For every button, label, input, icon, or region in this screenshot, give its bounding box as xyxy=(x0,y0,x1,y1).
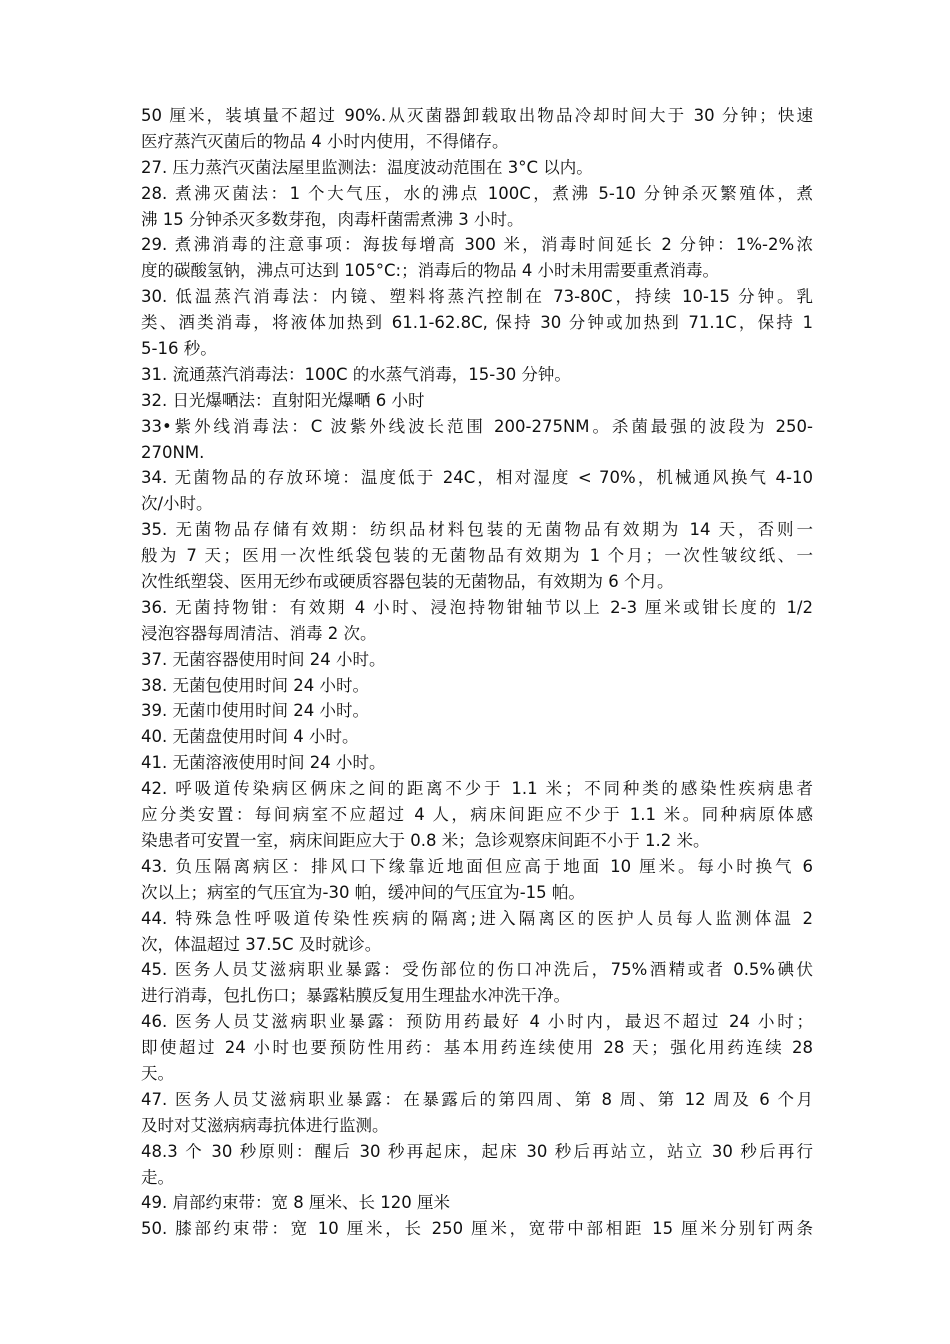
text-line: 5-16 秒。 xyxy=(141,339,217,359)
text-line: 染患者可安置一室，病床间距应大于 0.8 米；急诊观察床间距不小于 1.2 米。 xyxy=(141,830,710,850)
text-line: 32. 日光爆嗮法：直射阳光爆嗮 6 小时 xyxy=(141,390,425,410)
text-line: 沸 15 分钟杀灭多数芽孢，肉毒杆菌需煮沸 3 小时。 xyxy=(141,209,524,229)
text-line: 50. 膝部约束带：宽 10 厘米，长 250 厘米，宽带中部相距 15 厘米分别钉两条 xyxy=(141,1219,813,1239)
text-line: 36. 无菌持物钳：有效期 4 小时、浸泡持物钳轴节以上 2-3 厘米或钳长度的 1/2 xyxy=(141,597,813,617)
text-line: 般为 7 天；医用一次性纸袋包装的无菌物品有效期为 1 个月；一次性皱纹纸、一 xyxy=(141,546,813,566)
text-line: 42. 呼吸道传染病区俩床之间的距离不少于 1.1 米；不同种类的感染性疾病患者 xyxy=(141,779,813,799)
text-line: 类、酒类消毒，将液体加热到 61.1-62.8C, 保持 30 分钟或加热到 71.1C，保持 1 xyxy=(141,313,813,333)
text-line: 34. 无菌物品的存放环境：温度低于 24C，相对湿度 < 70%，机械通风换气 4-10 xyxy=(141,468,813,488)
text-line: 48.3 个 30 秒原则：醒后 30 秒再起床，起床 30 秒后再站立，站立 30 秒后再行 xyxy=(141,1141,813,1161)
document-body xyxy=(141,103,813,1242)
text-line: 应分类安置：每间病室不应超过 4 人，病床间距应不少于 1.1 米。同种病原体感 xyxy=(141,805,813,825)
text-line: 27. 压力蒸汽灭菌法屋里监测法：温度波动范围在 3°C 以内。 xyxy=(141,157,593,177)
text-line: 度的碳酸氢钠，沸点可达到 105°C:；消毒后的物品 4 小时未用需要重煮消毒。 xyxy=(141,261,720,281)
text-line: 进行消毒，包扎伤口；暴露粘膜反复用生理盐水冲洗干净。 xyxy=(141,986,570,1006)
text-line: 29. 煮沸消毒的注意事项：海拔每增高 300 米，消毒时间延长 2 分钟：1%-2%浓 xyxy=(141,235,813,255)
text-line: 38. 无菌包使用时间 24 小时。 xyxy=(141,675,369,695)
text-line: 走。 xyxy=(141,1167,174,1187)
text-line: 49. 肩部约束带：宽 8 厘米、长 120 厘米 xyxy=(141,1193,450,1213)
text-line: 及时对艾滋病病毒抗体进行监测。 xyxy=(141,1115,389,1135)
text-line: 35. 无菌物品存储有效期：纺织品材料包装的无菌物品有效期为 14 天，否则一 xyxy=(141,520,813,540)
text-line: 44. 特殊急性呼吸道传染性疾病的隔离;进入隔离区的医护人员每人监测体温 2 xyxy=(141,908,813,928)
text-line: 天。 xyxy=(141,1063,174,1083)
text-line: 40. 无菌盘使用时间 4 小时。 xyxy=(141,727,359,747)
text-line: 次性纸塑袋、医用无纱布或硬质容器包装的无菌物品，有效期为 6 个月。 xyxy=(141,572,674,592)
text-line: 37. 无菌容器使用时间 24 小时。 xyxy=(141,649,386,669)
text-line: 医疗蒸汽灭菌后的物品 4 小时内使用，不得储存。 xyxy=(141,131,509,151)
text-line: 28. 煮沸灭菌法：1 个大气压，水的沸点 100C，煮沸 5-10 分钟杀灭繁殖体，煮 xyxy=(141,183,813,203)
text-line: 270NM. xyxy=(141,442,205,462)
text-line: 浸泡容器每周清洁、消毒 2 次。 xyxy=(141,623,377,643)
text-line: 46. 医务人员艾滋病职业暴露：预防用药最好 4 小时内，最迟不超过 24 小时； xyxy=(141,1012,813,1032)
text-line: 31. 流通蒸汽消毒法：100C 的水蒸气消毒，15-30 分钟。 xyxy=(141,364,571,384)
text-line: 41. 无菌溶液使用时间 24 小时。 xyxy=(141,753,386,773)
text-line: 45. 医务人员艾滋病职业暴露：受伤部位的伤口冲洗后，75%酒精或者 0.5%碘伏 xyxy=(141,960,813,980)
text-line: 33•紫外线消毒法：C 波紫外线波长范围 200-275NM。杀菌最强的波段为 250- xyxy=(141,416,813,436)
text-line: 次/小时。 xyxy=(141,494,213,514)
text-line: 47. 医务人员艾滋病职业暴露：在暴露后的第四周、第 8 周、第 12 周及 6 个月 xyxy=(141,1089,813,1109)
text-line: 即使超过 24 小时也要预防性用药：基本用药连续使用 28 天；强化用药连续 28 xyxy=(141,1038,813,1058)
text-line: 43. 负压隔离病区：排风口下缘靠近地面但应高于地面 10 厘米。每小时换气 6 xyxy=(141,856,813,876)
text-line: 50 厘米，装填量不超过 90%.从灭菌器卸载取出物品冷却时间大于 30 分钟；快速 xyxy=(141,106,813,125)
text-line: 39. 无菌巾使用时间 24 小时。 xyxy=(141,701,369,721)
text-line: 30. 低温蒸汽消毒法：内镜、塑料将蒸汽控制在 73-80C，持续 10-15 分钟。乳 xyxy=(141,287,813,307)
text-line: 次以上；病室的气压宜为-30 帕，缓冲间的气压宜为-15 帕。 xyxy=(141,882,585,902)
text-line: 次，体温超过 37.5C 及时就诊。 xyxy=(141,934,382,954)
